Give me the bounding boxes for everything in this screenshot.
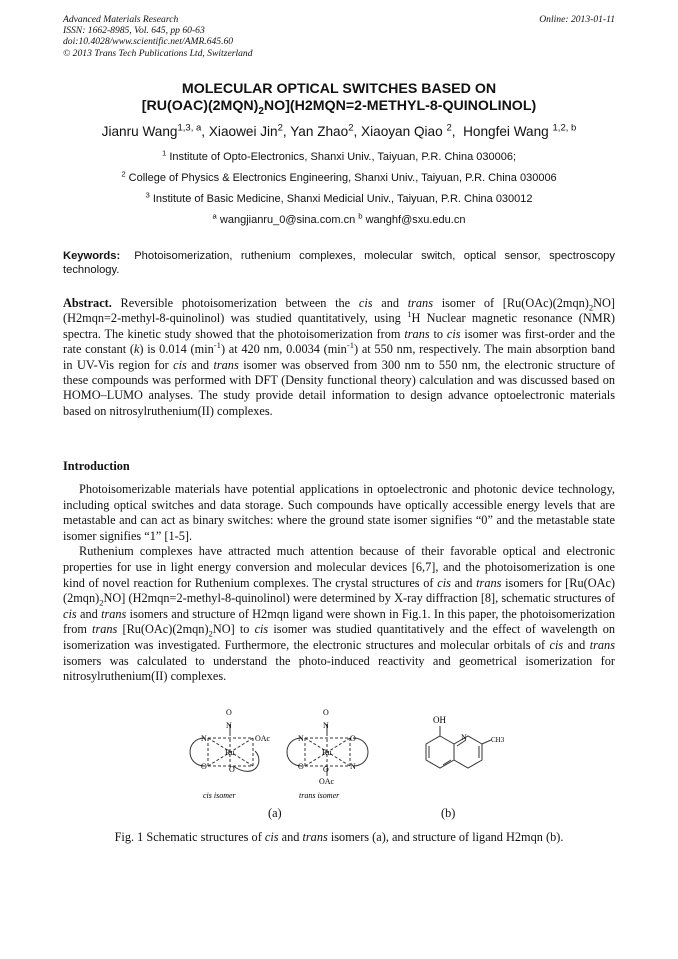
cis-isomer-label: cis isomer [203,791,236,800]
atom-label: O [323,708,329,717]
atom-label: OAc [319,777,335,786]
atom-label: N [461,733,467,742]
paragraph: Ruthenium complexes have attracted much attention because of their favorable optical and electronic properties for use in light energy conversion and molecular devices [6,7], and the photoisomerization is one kind of novel reaction for Ruthenium complexes. The crystal structures of cis and trans isomers for $[Ru(OAc)(2mqn)_2NO]$ (H2mqn=2-methyl-8-quinolinol) were determined by X-ray diffraction [8], schematic structures of cis and trans isomers and structure of H2mqn ligand were shown in Fig.1. In this paper, the photoisomerization from trans $[Ru(OAc)(2mqn)_2NO]$ to cis isomer was studied quantitatively and the effect of wavelength on isomerization was investigated. Furthermore, the electronic structures and molecular orbitals of cis and trans isomers was calculated to understand the photo-induced reactivity and geometrical isomerization for nitrosylruthenium(II) complexes. [63,544,616,684]
keywords [63,249,615,277]
paper-title [40,81,638,115]
atom-label: O [323,765,329,774]
figure-caption: Fig. 1 Schematic structures of cis and trans isomers (a), and structure of ligand H2mqn (b). [114,830,564,844]
journal-name: Advanced Materials Research [63,14,179,25]
atom-label: CH3 [491,736,505,744]
affiliation-1: $^1$ Institute of Opto-Electronics, Shanxi Univ., Taiyuan, P.R. China 030006; [161,148,517,163]
trans-isomer-label: trans isomer [299,791,340,800]
ligand-structure [426,726,491,768]
affiliation-3: $^3$ Institute of Basic Medicine, Shanxi Medicial Univ., Taiyuan, P.R. China 030012 [145,190,533,205]
atom-label: N [350,762,356,771]
author: Hongfei Wang $^{1,2, b}$ [463,122,577,139]
online-date: Online: 2013-01-11 [539,14,615,25]
paragraph: Photoisomerizable materials have potential applications in optoelectronic and photonic device technology, including optical switches and data storage. Such compounds have optically accessible energy levels that are metastable and can act as binary switches: where the ground state isomer signifies “0” and the metastable state isomer signifies “1” [1-5]. [63,482,615,543]
figure-label-a: (a) [268,806,282,820]
atom-label: Ru [322,748,332,757]
title-line-2: $[RU(OAC)(2MQN)_2NO](H2MQN=2-METHYL-8-QUINOLINOL)$ [141,98,537,117]
atom-label: O [298,762,304,771]
affiliation-2: $^2$ College of Physics & Electronics Engineering, Shanxi Univ., Taiyuan, P.R. China 030006 [121,169,557,184]
keywords-text: Photoisomerization, ruthenium complexes, molecular switch, optical sensor, spectroscopy technology. [63,250,615,276]
introduction-body [63,482,615,685]
author-list: Jianru Wang$^{1,3, a}$, Xiaowei Jin$^2$, Yan Zhao$^2$, Xiaoyan Qiao $^2$, Hongfei Wang $^{1,2, b}$ [101,122,577,139]
title-line-1: MOLECULAR OPTICAL SWITCHES BASED ON [181,81,497,97]
author: Xiaoyan Qiao $^2$ [361,122,452,139]
atom-label: Ru [225,748,235,757]
atom-label: N [323,721,329,730]
abstract: Abstract. Reversible photoisomerization between the cis and trans isomer of $[Ru(OAc)(2mqn)_2NO]$ (H2mqn=2-methyl-8-quinolinol) was studied quantitatively, using $^1$H Nuclear magnetic resonance (NMR) spectra. The kinetic study showed that the photoisomerization from trans to cis isomer was first-order and the rate constant (k) is 0.014 $(\min^{-1})$ at 420 nm, 0.0034 $(\min^{-1})$ at 550 nm, respectively. The main absorption band in UV-Vis region for cis and trans isomer was observed from 300 nm to 550 nm, the electronic structure of these compounds was performed with DFT (Density functional theory) calculation and was discussed based on HOMO–LUMO analyses. The study provide detail information to design advance optoelectronic materials based on nitrosylruthenium(II) complexes. [63,296,616,418]
figure-label-b: (b) [441,806,456,820]
journal-header [63,14,615,59]
atom-label: N [298,734,304,743]
section-heading-introduction: Introduction [63,459,130,473]
atom-label: O [229,765,235,774]
atom-label: O [201,762,207,771]
issn: ISSN: 1662-8985, Vol. 645, pp 60-63 [63,25,205,37]
atom-label: N [201,734,207,743]
figure-1-structures [185,706,515,806]
emails: $^a$ wangjianru_0@sina.com.cn $^b$ wanghf@sxu.edu.cn [212,211,466,226]
atom-label: O [350,734,356,743]
atom-label: OAc [255,734,271,743]
author: Yan Zhao$^2$ [290,122,354,139]
author: Jianru Wang$^{1,3, a}$ [101,122,202,139]
abstract-label: Abstract. [63,296,112,310]
atom-label: O [226,708,232,717]
keywords-label: Keywords: [63,250,121,262]
copyright: © 2013 Trans Tech Publications Ltd, Switzerland [63,47,253,59]
atom-label: OH [433,715,446,725]
doi: doi:10.4028/www.scientific.net/AMR.645.60 [63,36,234,48]
atom-label: N [226,721,232,730]
author: Xiaowei Jin$^2$ [208,122,283,139]
